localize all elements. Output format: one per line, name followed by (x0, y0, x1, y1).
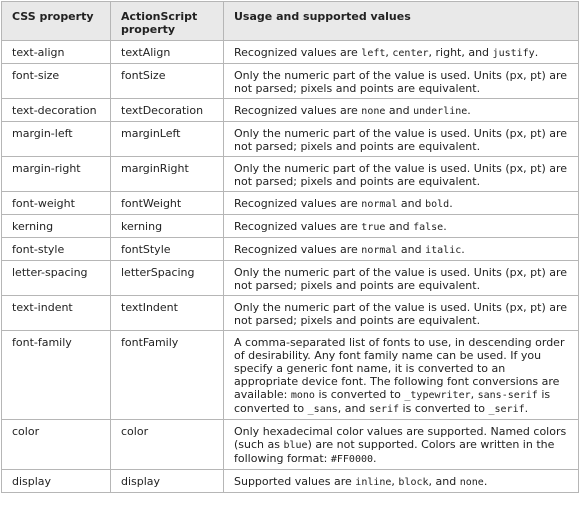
code-value: center (392, 48, 429, 59)
usage-text: Recognized values are (234, 220, 362, 233)
table-row (2, 64, 579, 99)
actionscript-property-cell: fontFamily (111, 331, 224, 420)
usage-text: is converted to (234, 388, 551, 415)
usage-text: and (385, 220, 414, 233)
table-row (2, 331, 579, 420)
usage-text: Supported values are (234, 475, 356, 488)
usage-text: Recognized values are (234, 197, 362, 210)
table-row (2, 41, 579, 64)
code-value: mono (290, 390, 315, 401)
css-property-cell: display (2, 470, 111, 493)
css-property-table (1, 1, 579, 493)
css-property-cell: margin-left (2, 122, 111, 157)
css-property-cell: color (2, 420, 111, 470)
code-value: none (459, 477, 484, 488)
usage-text: , and (428, 475, 460, 488)
table-row (2, 215, 579, 238)
code-value: _serif (488, 404, 525, 415)
usage-cell (224, 215, 579, 238)
code-value: sans-serif (477, 390, 538, 401)
table-row (2, 470, 579, 493)
actionscript-property-cell: textAlign (111, 41, 224, 64)
code-value: none (361, 106, 386, 117)
usage-text: . (443, 220, 447, 233)
actionscript-property-cell: fontWeight (111, 192, 224, 215)
usage-text: Only the numeric part of the value is used. Units (px, pt) are not parsed; pixels and points are equivalent. (234, 69, 568, 95)
actionscript-property-cell: fontSize (111, 64, 224, 99)
header-usage: Usage and supported values (224, 2, 579, 41)
usage-text: Only the numeric part of the value is used. Units (px, pt) are not parsed; pixels and points are equivalent. (234, 301, 568, 327)
actionscript-property-cell: fontStyle (111, 238, 224, 261)
table-row (2, 238, 579, 261)
usage-cell (224, 420, 579, 470)
code-value: serif (368, 404, 400, 415)
code-value: _sans (307, 404, 338, 415)
code-value: blue (283, 440, 308, 451)
code-value: #FF0000 (330, 454, 374, 465)
code-value: block (398, 477, 429, 488)
code-value: italic (425, 245, 462, 256)
usage-text: , (470, 388, 478, 401)
header-css-property: CSS property (2, 2, 111, 41)
actionscript-property-cell: display (111, 470, 224, 493)
usage-text: . (524, 402, 529, 415)
table-row (2, 122, 579, 157)
usage-text: and (385, 104, 414, 117)
header-actionscript-property: ActionScript property (111, 2, 224, 41)
actionscript-property-cell: letterSpacing (111, 261, 224, 296)
usage-cell (224, 99, 579, 122)
table-row (2, 261, 579, 296)
usage-text: A comma-separated list of fonts to use, in descending order of desirability. Any font family name can be used. If you specify a generic font name, it is converted to an appropriate device font. The following font conversions are available: (234, 336, 565, 401)
usage-text: . (461, 243, 465, 256)
code-value: normal (361, 245, 398, 256)
actionscript-property-cell: textIndent (111, 296, 224, 331)
css-property-cell: margin-right (2, 157, 111, 192)
table-row (2, 99, 579, 122)
css-property-cell: font-family (2, 331, 111, 420)
usage-text: . (373, 452, 377, 465)
usage-cell (224, 331, 579, 420)
usage-text: Recognized values are (234, 46, 362, 59)
usage-text: Only the numeric part of the value is used. Units (px, pt) are not parsed; pixels and points are equivalent. (234, 127, 568, 153)
usage-text: , (385, 46, 393, 59)
css-property-cell: text-indent (2, 296, 111, 331)
usage-cell (224, 157, 579, 192)
css-property-cell: font-weight (2, 192, 111, 215)
usage-text: Only the numeric part of the value is used. Units (px, pt) are not parsed; pixels and points are equivalent. (234, 162, 568, 188)
actionscript-property-cell: kerning (111, 215, 224, 238)
css-property-cell: kerning (2, 215, 111, 238)
table-row (2, 420, 579, 470)
usage-text: , (391, 475, 399, 488)
usage-text: , right, and (428, 46, 493, 59)
table-header-row (2, 2, 579, 41)
usage-cell (224, 41, 579, 64)
usage-text: Recognized values are (234, 243, 362, 256)
actionscript-property-cell: marginLeft (111, 122, 224, 157)
code-value: inline (355, 477, 392, 488)
table-row (2, 157, 579, 192)
code-value: underline (413, 106, 468, 117)
table-row (2, 192, 579, 215)
css-property-cell: text-align (2, 41, 111, 64)
usage-text: Recognized values are (234, 104, 362, 117)
usage-cell (224, 192, 579, 215)
usage-text: Only the numeric part of the value is used. Units (px, pt) are not parsed; pixels and points are equivalent. (234, 266, 568, 292)
css-property-cell: font-style (2, 238, 111, 261)
usage-cell (224, 261, 579, 296)
usage-text: is converted to (314, 388, 405, 401)
actionscript-property-cell: color (111, 420, 224, 470)
usage-text: . (449, 197, 453, 210)
css-property-cell: font-size (2, 64, 111, 99)
usage-text: . (467, 104, 471, 117)
code-value: bold (425, 199, 450, 210)
table-body (2, 41, 579, 493)
css-property-cell: letter-spacing (2, 261, 111, 296)
usage-cell (224, 64, 579, 99)
code-value: left (361, 48, 386, 59)
code-value: false (413, 222, 444, 233)
usage-text: . (483, 475, 488, 488)
usage-text: ) are not supported. Colors are written in the following format: (234, 438, 555, 465)
actionscript-property-cell: marginRight (111, 157, 224, 192)
usage-text: , and (337, 402, 369, 415)
usage-text: and (397, 197, 426, 210)
code-value: justify (492, 48, 535, 59)
actionscript-property-cell: textDecoration (111, 99, 224, 122)
code-value: normal (361, 199, 398, 210)
css-property-cell: text-decoration (2, 99, 111, 122)
usage-text: Only hexadecimal color values are supported. Named colors (such as (234, 425, 567, 451)
usage-cell (224, 238, 579, 261)
usage-text: is converted to (399, 402, 489, 415)
usage-text: . (534, 46, 539, 59)
code-value: true (361, 222, 386, 233)
usage-text: and (397, 243, 426, 256)
usage-cell (224, 122, 579, 157)
usage-cell (224, 296, 579, 331)
usage-cell (224, 470, 579, 493)
code-value: _typewriter (404, 390, 471, 401)
table-row (2, 296, 579, 331)
